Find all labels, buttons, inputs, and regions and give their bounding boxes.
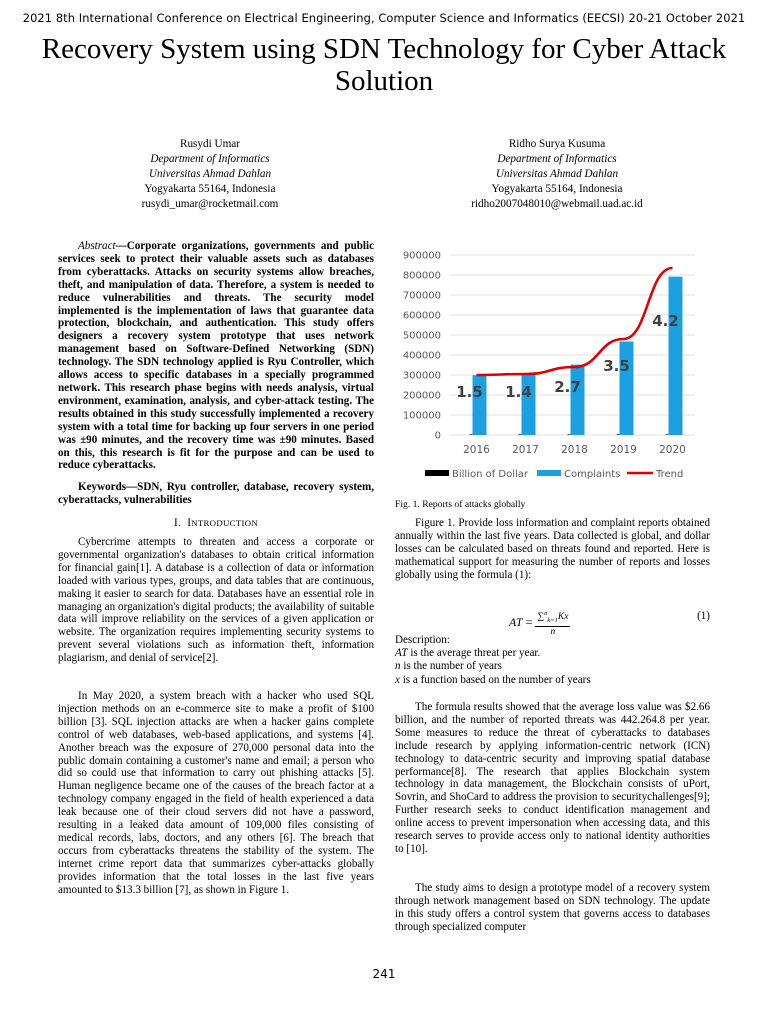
bar-billion-dollar (617, 434, 620, 435)
abstract (58, 240, 374, 472)
bar-billion-dollar (519, 434, 522, 435)
author-name: Ridho Surya Kusuma (508, 138, 606, 150)
author-name: Rusydi Umar (180, 138, 240, 150)
y-tick-label: 300000 (402, 370, 441, 382)
y-tick-label: 500000 (402, 330, 441, 342)
legend-trend: Trend (656, 469, 684, 480)
legend-billion-dollar-swatch (425, 470, 449, 476)
legend-complaints: Complaints (564, 469, 621, 480)
author-email: ridho2007048010@webmail.uad.ac.id (471, 198, 643, 210)
y-tick-label: 600000 (402, 310, 441, 322)
author-department: Department of Informatics (497, 153, 617, 165)
y-tick-label: 400000 (402, 350, 441, 362)
bar-complaints (669, 277, 683, 435)
y-tick-label: 100000 (402, 410, 441, 422)
keywords-text: —SDN, Ryu controller, database, recovery system, cyberattacks, vulnerabilities (58, 481, 374, 506)
x-tick-label: 2018 (561, 444, 588, 456)
paragraph-text: The study aims to design a prototype model of a recovery system through network management based on SDN technology. The update in this study offers a control system that governs access to databases through specialized computer (395, 882, 710, 933)
symbol-text: is the average threat per year. (407, 647, 541, 660)
author-city: Yogyakarta 55164, Indonesia (491, 183, 623, 195)
author-block-2 (452, 137, 662, 212)
y-tick-label: 800000 (402, 270, 441, 282)
author-department: Department of Informatics (150, 153, 270, 165)
bar-billion-dollar (666, 434, 669, 435)
bar-complaints (620, 342, 634, 435)
equation-equals: = (525, 614, 533, 629)
paragraph-text: Figure 1. Provide loss information and complaint reports obtained annually within the last five years. Data collected is global, and dollar losses can be calculated based on threats found and reported. Here is mathematical support for measuring the number of reports and losses globally using the formula (1): (395, 517, 710, 581)
keywords (58, 481, 374, 507)
x-tick-label: 2019 (610, 444, 637, 456)
y-tick-label: 900000 (402, 250, 441, 262)
legend-complaints-swatch (537, 470, 561, 476)
paper-title: Recovery System using SDN Technology for Cyber Attack Solution (41, 33, 727, 97)
section-title-rest: NTRODUCTION (191, 518, 259, 528)
abstract-label: Abstract (78, 240, 116, 252)
symbol: x (395, 673, 400, 686)
y-tick-label: 700000 (402, 290, 441, 302)
x-tick-label: 2016 (463, 444, 490, 456)
sum-body: Kx (557, 612, 569, 623)
data-label: 3.5 (603, 357, 630, 375)
paragraph-text: Cybercrime attempts to threaten and access a corporate or governmental organization's databases to obtain critical information for financial gain[1]. A database is a collection of data or information loaded with various types, groups, and data tables that are continuous, making it easier to search for data. Databases have an essential role in managing an organization's digital products; the availability of suitable data will improve reliability on the services of a given application or website. The organization requires implementing security systems to prevent several violations such as information theft, information plagiarism, and denial of service[2]. (58, 536, 374, 665)
paragraph-text: In May 2020, a system breach with a hacker who used SQL injection methods on an e-commerce site to make a profit of $100 billion [3]. SQL injection attacks are when a hacker gains complete control of web databases, web-based applications, and systems [4]. Another breach was the exposure of 270,000 personal data into the public domain containing a customer's name and email; a person who did so could use that information to carry out phishing attacks [5]. Human negligence became one of the causes of the breach factor at a technology company engaged in the field of health experienced a data leak because one of their cloud servers did not have a password, resulting in a leaked data amount of 109,000 files consisting of medical records, labs, doctors, and any others [6]. The breach that occurs from cyberattacks threatens the stability of the system. The internet crime report data that summarizes cyber-attacks globally provides information that the total losses in the last five years amounted to $13.3 billion [7], as shown in Figure 1. (58, 690, 374, 896)
bar-billion-dollar (568, 434, 571, 435)
right-paragraph-1 (395, 517, 710, 582)
equation-description (395, 634, 710, 687)
trend-line (477, 268, 673, 375)
author-block-1 (110, 137, 310, 212)
description-label: Description: (395, 634, 450, 646)
equation-lhs: AT (509, 614, 523, 629)
description-item (395, 674, 710, 687)
author-university: Universitas Ahmad Dahlan (495, 168, 619, 180)
denominator: n (550, 627, 556, 638)
y-tick-label: 0 (434, 430, 441, 442)
data-label: 2.7 (554, 378, 581, 396)
author-city: Yogyakarta 55164, Indonesia (144, 183, 276, 195)
sum-upper: n (544, 610, 548, 617)
figure-1-chart (395, 240, 715, 490)
intro-paragraph-2 (58, 690, 374, 897)
intro-paragraph-1 (58, 536, 374, 665)
symbol-text: is the number of years (400, 660, 502, 673)
sum-sign: ∑ (537, 612, 545, 623)
bar-billion-dollar (470, 434, 473, 435)
figure-caption: Fig. 1. Reports of attacks globally (395, 499, 526, 510)
description-item (395, 660, 710, 673)
symbol-text: is a function based on the number of years (399, 673, 591, 686)
bar-complaints (571, 365, 585, 435)
legend-billion-dollar: Billion of Dollar (452, 469, 529, 480)
equation-1 (395, 604, 710, 638)
section-heading-introduction (58, 517, 374, 529)
right-paragraph-3 (395, 882, 710, 934)
abstract-text: —Corporate organizations, governments and public services seek to protect their valuable assets such as databases from cyberattacks. Attacks on security systems allow breaches, theft, and manipulation of data. Therefore, a system is needed to reduce vulnerabilities and threats. The security model implemented is the implementation of laws that guarantee data protection, blockchain, and authentication. This study offers designers a recovery system prototype that uses network management based on Software-Defined Networking (SDN) technology. The SDN technology applied is Ryu Controller, which allows access to specific databases in a specially programmed network. This research phase begins with needs analysis, virtual environment, examination, analysis, and cyber-attack testing. The results obtained in this study successfully implemented a recovery system with a total time for backing up four servers in one period was ±90 minutes, and the recovery time was ±90 minutes. Based on this, this research is fit for the purpose and can be used to reduce cyberattacks. (58, 240, 374, 472)
data-label: 4.2 (652, 312, 679, 330)
section-title-first: I (187, 517, 192, 529)
section-number: I. (173, 517, 182, 529)
description-item (395, 647, 710, 660)
paragraph-text: The formula results showed that the average loss value was $2.66 billion, and the number of reported threats was 442.264.8 per year. Some measures to reduce the threat of cyberattacks to databases include research by applying information-centric network (ICN) technology to data-centric security and improving spatial database performance[8]. The research that applies Blockchain system technology in data management, the Blockchain consists of uPort, Sovrin, and ShoCard to address the provision to securitychallenges[9]; Further research seeks to conduct identification management and online access to prevent impersonation when accessing data, and this research serves to provide access only to national identity authorities to [10]. (395, 701, 710, 855)
page-number: 241 (372, 967, 396, 981)
right-paragraph-2 (395, 701, 710, 856)
conference-header: 2021 8th International Conference on Electrical Engineering, Computer Science and Informatics (EECSI) 20-21 October 2021 (22, 11, 746, 25)
symbol: AT (395, 647, 408, 660)
keywords-label: Keywords (78, 481, 127, 493)
symbol: n (395, 660, 401, 673)
x-tick-label: 2017 (512, 444, 539, 456)
sum-lower: k=1 (547, 617, 558, 625)
data-label: 1.4 (505, 383, 532, 401)
data-label: 1.5 (456, 383, 483, 401)
y-tick-label: 200000 (402, 390, 441, 402)
author-university: Universitas Ahmad Dahlan (148, 168, 272, 180)
x-tick-label: 2020 (659, 444, 686, 456)
equation-number: (1) (697, 610, 710, 622)
author-email: rusydi_umar@rocketmail.com (141, 198, 279, 210)
